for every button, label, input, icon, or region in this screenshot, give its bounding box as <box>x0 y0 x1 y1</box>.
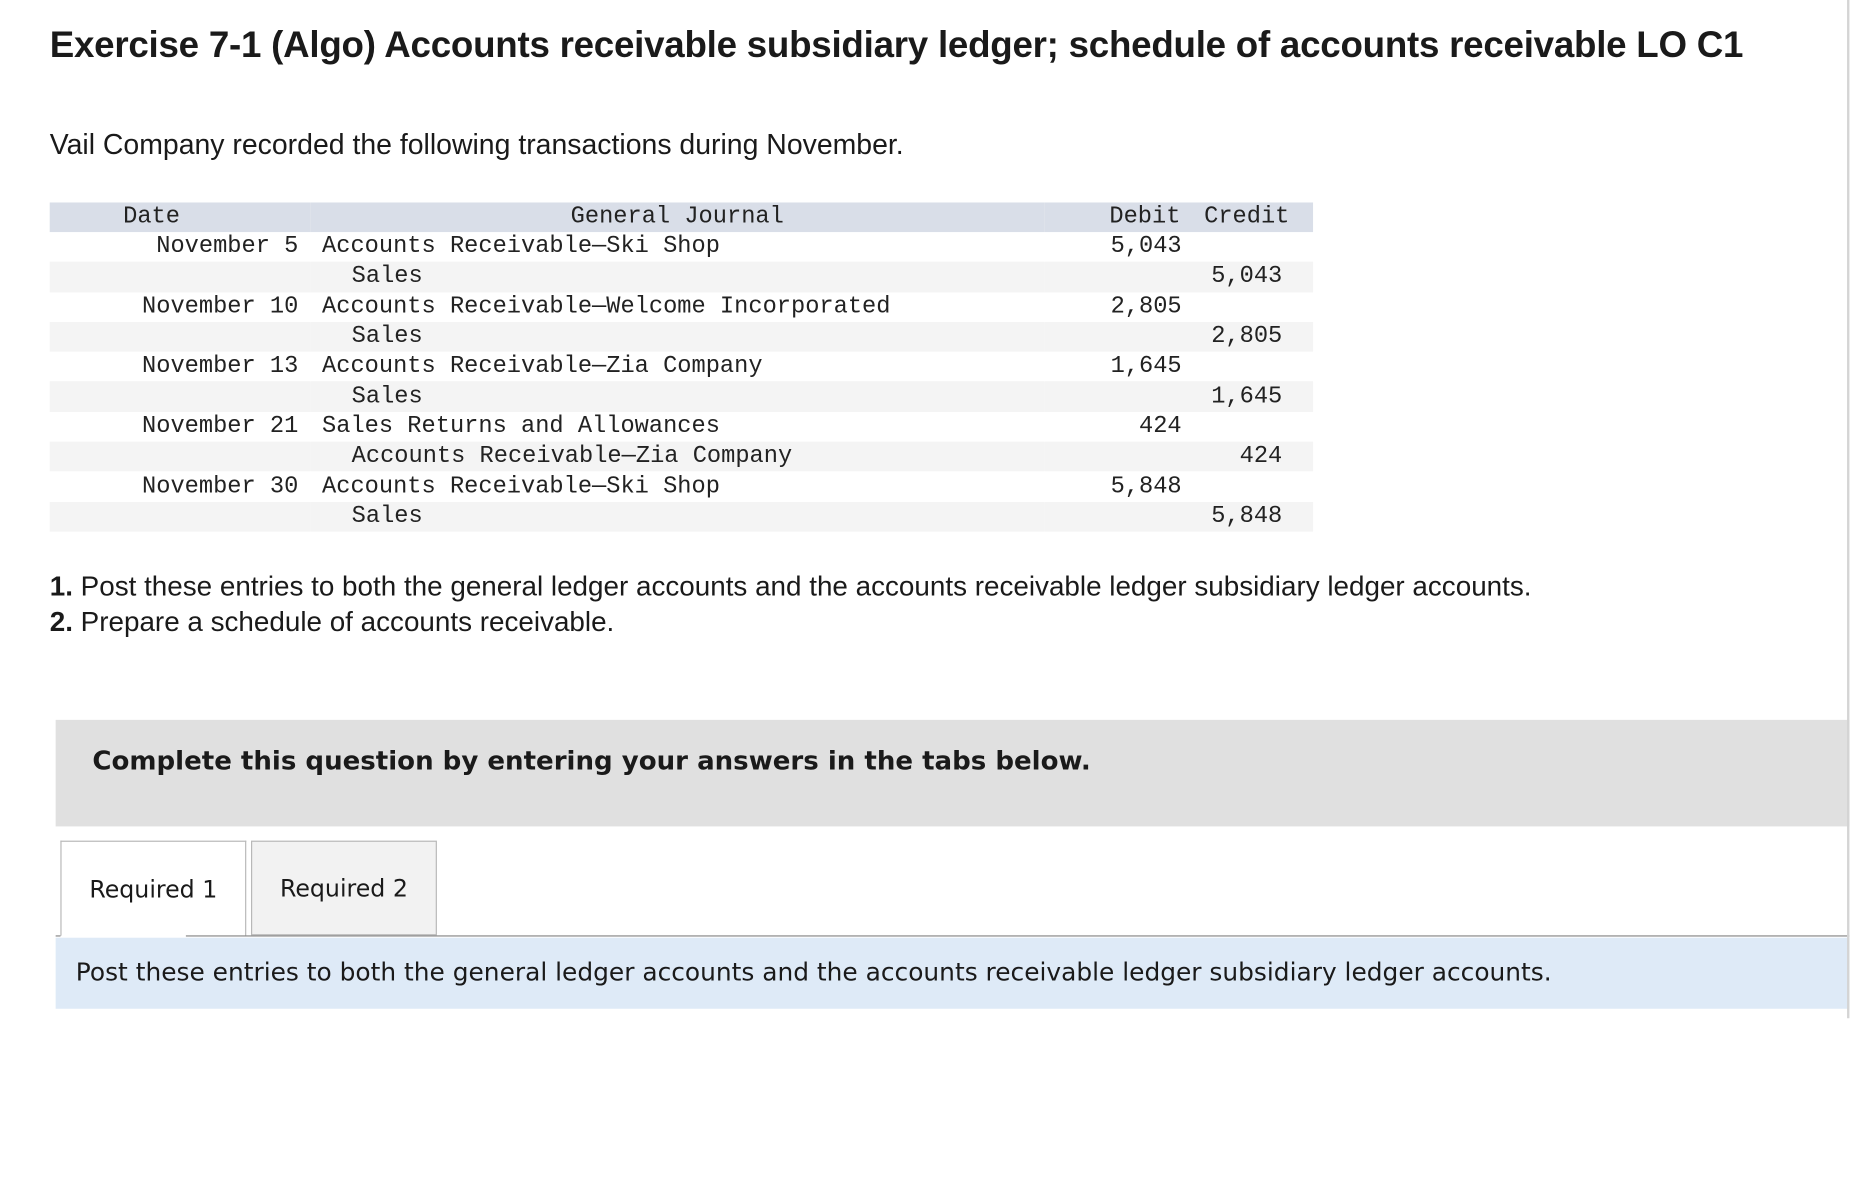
general-journal-table <box>50 202 1313 531</box>
row-account: Sales Returns and Allowances <box>322 413 720 441</box>
row-date: November 30 <box>142 473 299 501</box>
tab-divider-line <box>56 935 61 936</box>
row-account: Accounts Receivable—Ski Shop <box>322 233 720 261</box>
row-date <box>50 322 310 352</box>
row-account: Accounts Receivable—Welcome Incorporated <box>322 293 891 321</box>
row-credit: 1,645 <box>1184 382 1313 412</box>
tab-required-2[interactable] <box>251 841 437 936</box>
header-general-journal: General Journal <box>310 202 1044 232</box>
journal-row <box>50 472 1313 502</box>
row-credit: 2,805 <box>1184 322 1313 352</box>
journal-row <box>50 502 1313 532</box>
header-debit: Debit <box>1044 202 1184 232</box>
row-account: Sales <box>310 502 1044 532</box>
tab-label: Required 1 <box>89 874 218 903</box>
row-credit <box>1184 292 1313 322</box>
panel-instruction: Post these entries to both the general ledger accounts and the accounts receivable ledger subsidiary ledger accounts. <box>75 957 1552 987</box>
tab-panel <box>56 938 1850 1009</box>
row-credit <box>1184 352 1313 382</box>
row-debit <box>1044 382 1184 412</box>
row-credit <box>1184 472 1313 502</box>
row-debit <box>1044 262 1184 292</box>
row-date: November 5 <box>156 233 299 261</box>
row-date <box>50 262 310 292</box>
tabs-banner <box>56 720 1850 827</box>
tab-label: Required 2 <box>279 873 408 903</box>
instruction-number: 2. <box>49 606 73 637</box>
row-debit <box>1044 322 1184 352</box>
page-edge-divider <box>1847 0 1849 1018</box>
journal-row <box>50 442 1313 472</box>
row-credit <box>1184 232 1313 262</box>
instruction-number: 1. <box>49 570 73 602</box>
journal-header-row <box>50 202 1313 232</box>
tab-bar <box>60 841 1849 937</box>
row-debit: 424 <box>1138 413 1182 441</box>
journal-row <box>50 412 1313 442</box>
row-account: Accounts Receivable—Zia Company <box>310 442 1044 472</box>
row-debit: 5,043 <box>1110 233 1182 261</box>
row-credit <box>1184 412 1313 442</box>
row-account: Sales <box>310 382 1044 412</box>
row-date <box>50 442 310 472</box>
header-credit: Credit <box>1184 202 1313 232</box>
instruction-item <box>50 568 1532 604</box>
row-credit: 5,043 <box>1184 262 1313 292</box>
tab-required-1[interactable] <box>60 841 246 937</box>
intro-text: Vail Company recorded the following transactions during November. <box>49 129 904 162</box>
row-account: Sales <box>310 322 1044 352</box>
banner-text: Complete this question by entering your answers in the tabs below. <box>92 747 1091 777</box>
row-date: November 13 <box>142 353 299 381</box>
row-credit: 424 <box>1184 442 1313 472</box>
journal-row <box>50 352 1313 382</box>
row-account: Sales <box>310 262 1044 292</box>
journal-row <box>50 292 1313 322</box>
journal-row <box>50 382 1313 412</box>
instruction-text: Prepare a schedule of accounts receivable. <box>72 606 615 637</box>
journal-row <box>50 322 1313 352</box>
row-date <box>50 382 310 412</box>
row-debit: 1,645 <box>1110 353 1182 381</box>
journal-row <box>50 262 1313 292</box>
row-date <box>50 502 310 532</box>
row-date: November 10 <box>142 293 299 321</box>
row-account: Accounts Receivable—Zia Company <box>322 353 763 381</box>
header-date: Date <box>50 202 310 232</box>
instructions <box>50 568 1532 639</box>
instruction-text: Post these entries to both the general ledger accounts and the accounts receivable ledger subsidiary ledger accounts. <box>72 570 1532 602</box>
row-date: November 21 <box>142 413 299 441</box>
row-credit: 5,848 <box>1184 502 1313 532</box>
exercise-title: Exercise 7-1 (Algo) Accounts receivable subsidiary ledger; schedule of accounts receivable LO C1 <box>49 23 1744 66</box>
tab-divider-line <box>186 935 1850 936</box>
row-debit <box>1044 442 1184 472</box>
row-debit: 2,805 <box>1110 293 1182 321</box>
instruction-item <box>50 604 1532 640</box>
journal-row <box>50 232 1313 262</box>
row-debit <box>1044 502 1184 532</box>
row-account: Accounts Receivable—Ski Shop <box>322 473 720 501</box>
row-debit: 5,848 <box>1110 473 1182 501</box>
